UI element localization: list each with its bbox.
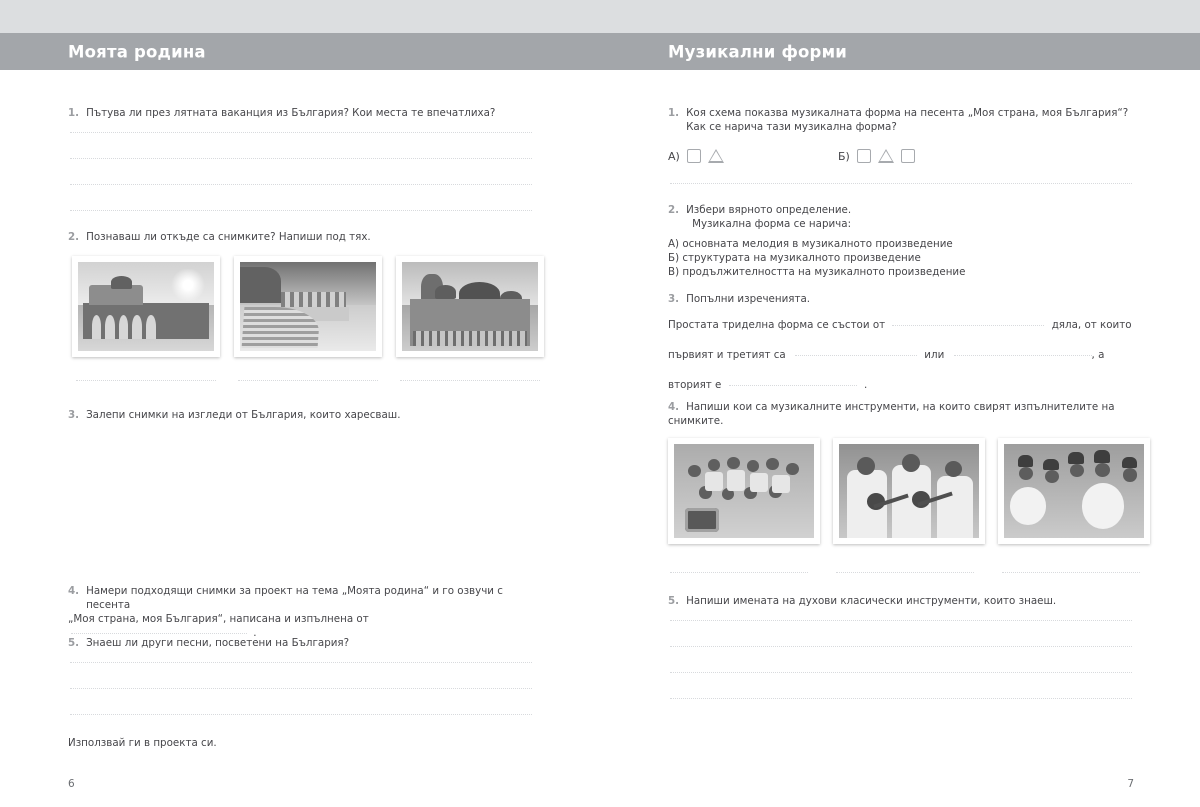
answer-option-a[interactable]	[668, 149, 731, 163]
question-text-line2: Как се нарича тази музикална форма?	[686, 121, 897, 133]
option-b-label: Б)	[838, 149, 850, 163]
question-number: 5.	[668, 595, 680, 607]
left-question-3	[68, 408, 534, 422]
left-question-1	[68, 106, 534, 120]
sentence-part: .	[863, 379, 868, 391]
question-text: Попълни изреченията.	[686, 293, 811, 305]
question-text: Познаваш ли откъде са снимките? Напиши под тях.	[86, 231, 371, 243]
photo-caption-rule[interactable]	[400, 380, 540, 381]
right-question-4-line2: снимките.	[668, 415, 724, 427]
sentence-part: първият и третият са	[668, 349, 786, 361]
q3-sentence-line-1	[668, 318, 1134, 332]
right-question-3	[668, 292, 1134, 306]
question-text: Напиши имената на духови класически инструменти, които знаеш.	[686, 595, 1057, 607]
answer-rule[interactable]	[670, 646, 1132, 647]
photo-caption-rule[interactable]	[670, 572, 808, 573]
plovdiv-ancient-theatre-photo	[234, 256, 382, 357]
left-question-5	[68, 636, 534, 650]
question-text: Пътува ли през лятната ваканция из България? Кои места те впечатлиха?	[86, 107, 496, 119]
right-page	[600, 70, 1200, 807]
answer-rule[interactable]	[670, 672, 1132, 673]
fill-in-blank[interactable]	[954, 355, 1092, 356]
right-page-content	[668, 70, 1134, 807]
alexander-nevsky-cathedral-photo	[396, 256, 544, 357]
sentence-part: или	[924, 349, 945, 361]
answer-rule[interactable]	[670, 698, 1132, 699]
top-band	[0, 0, 1200, 33]
left-page-number: 6	[68, 778, 75, 790]
right-question-2	[668, 203, 1134, 231]
right-question-1	[668, 106, 1134, 134]
question-text-end: .	[253, 627, 257, 639]
answer-rule[interactable]	[70, 210, 532, 211]
q2-answer-c[interactable]: В) продължителността на музикалното произведение	[668, 266, 966, 278]
photo-caption-rule[interactable]	[238, 380, 378, 381]
question-number: 4.	[668, 401, 680, 413]
left-page	[0, 70, 600, 807]
question-text: Знаеш ли други песни, посветени на България?	[86, 637, 350, 649]
question-text: Намери подходящи снимки за проект на тема „Моята родина“ и го озвучи с песента	[86, 585, 503, 611]
question-number: 1.	[668, 107, 680, 119]
question-number: 1.	[68, 107, 80, 119]
left-closing-note: Използвай ги в проекта си.	[68, 737, 217, 749]
answer-rule[interactable]	[70, 662, 532, 663]
square-icon	[901, 149, 915, 163]
folk-drummers-photo	[668, 438, 820, 544]
question-text: Залепи снимки на изгледи от България, които харесваш.	[86, 409, 401, 421]
right-page-number: 7	[1127, 778, 1134, 790]
q2-answer-b[interactable]: Б) структурата на музикалното произведение	[668, 252, 921, 264]
fill-in-blank[interactable]	[71, 633, 247, 634]
sentence-part: дяла, от които	[1051, 319, 1132, 331]
answer-rule[interactable]	[70, 132, 532, 133]
triangle-icon	[878, 149, 894, 163]
right-page-title: Музикални форми	[668, 42, 848, 61]
tambura-players-photo	[833, 438, 985, 544]
question-number: 4.	[68, 585, 80, 597]
section-divider-rule	[670, 183, 1132, 184]
left-page-title: Моята родина	[68, 42, 206, 61]
question-number: 2.	[668, 204, 680, 216]
q3-sentence-line-2	[668, 348, 1134, 362]
square-icon	[687, 149, 701, 163]
photo-caption-rule[interactable]	[76, 380, 216, 381]
left-question-4	[68, 584, 534, 612]
right-question-4	[668, 400, 1134, 414]
photo-caption-rule[interactable]	[1002, 572, 1140, 573]
q2-answer-a[interactable]: А) основната мелодия в музикалното произведение	[668, 238, 953, 250]
fill-in-blank[interactable]	[892, 325, 1044, 326]
answer-rule[interactable]	[70, 184, 532, 185]
question-text-line1: Коя схема показва музикалната форма на песента „Моя страна, моя България“?	[686, 107, 1129, 119]
option-a-label: А)	[668, 149, 680, 163]
sentence-part: вторият е	[668, 379, 722, 391]
answer-rule[interactable]	[670, 620, 1132, 621]
right-question-5	[668, 594, 1134, 608]
bagpipe-players-photo	[998, 438, 1150, 544]
header-bar	[0, 33, 1200, 70]
left-question-2	[68, 230, 534, 244]
question-text-line2: Музикална форма се нарича:	[692, 218, 852, 230]
fill-in-blank[interactable]	[795, 355, 917, 356]
question-number: 5.	[68, 637, 80, 649]
left-page-content	[68, 70, 534, 807]
question-text: „Моя страна, моя България“, написана и изпълнена от	[68, 613, 369, 625]
question-text-line1: Напиши кои са музикалните инструменти, на които свирят изпълнителите на	[686, 401, 1115, 413]
photo-caption-rule[interactable]	[836, 572, 974, 573]
rila-monastery-photo	[72, 256, 220, 357]
square-icon	[857, 149, 871, 163]
answer-rule[interactable]	[70, 158, 532, 159]
question-number: 3.	[668, 293, 680, 305]
photo-paste-area[interactable]	[68, 430, 534, 578]
question-number: 2.	[68, 231, 80, 243]
fill-in-blank[interactable]	[729, 385, 857, 386]
answer-option-b[interactable]	[838, 149, 922, 163]
question-text-line1: Избери вярното определение.	[686, 204, 852, 216]
sentence-part: , а	[1091, 349, 1105, 361]
q3-sentence-line-3	[668, 378, 1134, 392]
triangle-icon	[708, 149, 724, 163]
question-number: 3.	[68, 409, 80, 421]
answer-rule[interactable]	[70, 688, 532, 689]
answer-rule[interactable]	[70, 714, 532, 715]
sentence-part: Простата триделна форма се състои от	[668, 319, 886, 331]
